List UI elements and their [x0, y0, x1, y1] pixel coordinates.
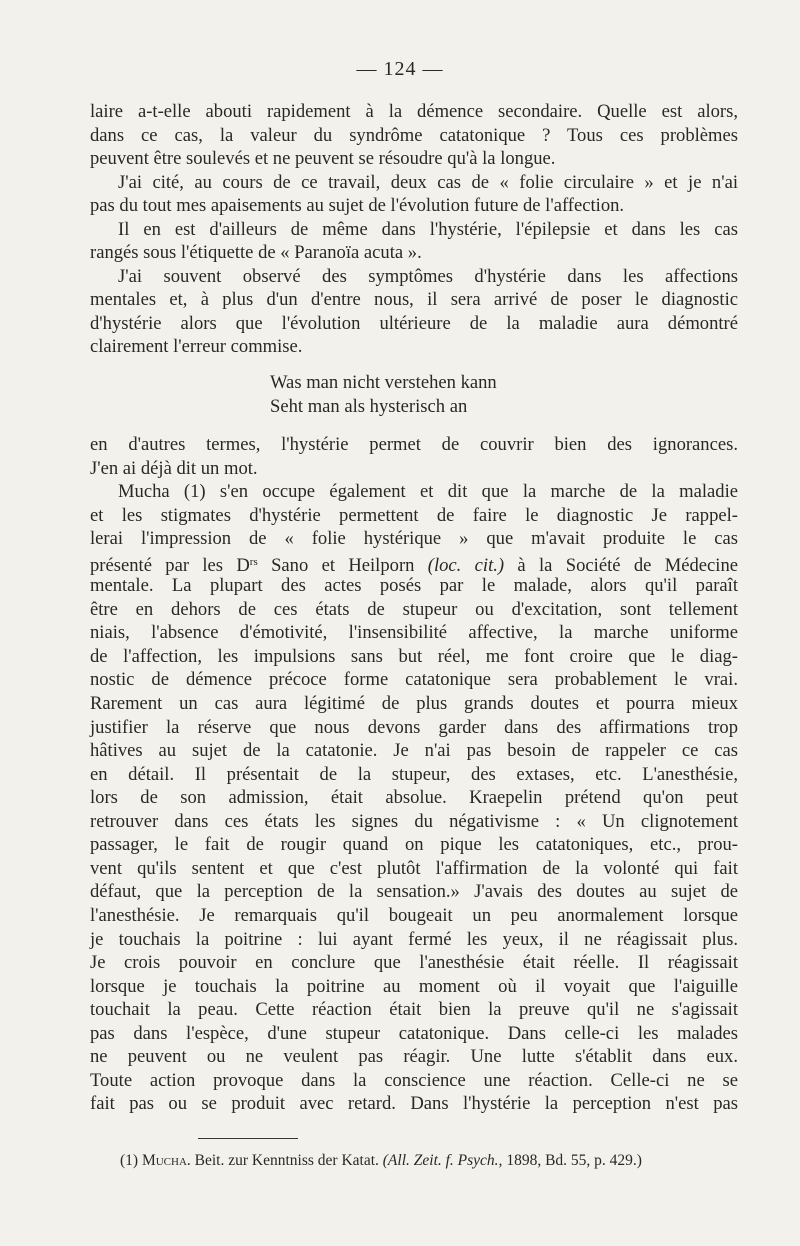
text-line: laire a-t-elle abouti rapidement à la démence secondaire. Quelle est alors,: [90, 101, 738, 122]
text-line: J'ai souvent observé des symptômes d'hystérie dans les affections: [118, 265, 738, 287]
text-line: en d'autres termes, l'hystérie permet de couvrir bien des ignorances.: [90, 434, 738, 456]
text-line: dans ce cas, la valeur du syndrôme catatonique ? Tous ces problèmes: [90, 124, 738, 146]
text-line: défaut, que la perception de la sensation.» J'avais des doutes au sujet de: [90, 881, 738, 903]
body-text: [90, 100, 738, 1116]
text-line: hâtives au sujet de la catatonie. Je n'ai pas besoin de rappeler ce cas: [90, 740, 738, 762]
footnote-author: Mucha.: [141, 1152, 191, 1169]
text-line: retrouver dans ces états les signes du négativisme : « Un clignotement: [90, 810, 738, 832]
text-line: Mucha (1) s'en occupe également et dit que la marche de la maladie: [118, 481, 738, 503]
text-line: justifier la réserve que nous devons garder dans des affirmations trop: [90, 716, 738, 738]
text-run: présenté par les D: [90, 554, 250, 576]
text-line: lors de son admission, était absolue. Kraepelin prétend qu'on peut: [90, 787, 738, 809]
text-line: Je crois pouvoir en conclure que l'anesthésie était réelle. Il réagissait: [90, 952, 738, 974]
text-line: pas dans l'espèce, d'une stupeur catatonique. Dans celle-ci les malades: [90, 1022, 738, 1044]
text-line: nostic de démence précoce forme catatonique sera probablement le vrai.: [90, 669, 738, 691]
text-line: lorsque je touchais la poitrine au moment où il voyait que l'aiguille: [90, 975, 738, 997]
text-line: l'anesthésie. Je remarquais qu'il bougeait un peu anormalement lorsque: [90, 904, 738, 926]
text-line: je touchais la poitrine : lui ayant fermé les yeux, il ne réagissait plus.: [90, 928, 738, 950]
footnote-journal: (All. Zeit. f. Psych.,: [382, 1152, 503, 1169]
text-line: en détail. Il présentait de la stupeur, des extases, etc. L'anesthésie,: [90, 763, 738, 785]
text-line: fait pas ou se produit avec retard. Dans l'hystérie la perception n'est pas: [90, 1093, 738, 1115]
text-line: Toute action provoque dans la conscience une réaction. Celle-ci ne se: [90, 1069, 738, 1091]
text-line: d'hystérie alors que l'évolution ultérieure de la maladie aura démontré: [90, 312, 738, 334]
text-line: clairement l'erreur commise.: [90, 336, 303, 358]
footnote-rest: 1898, Bd. 55, p. 429.): [502, 1152, 642, 1169]
verse-line: Was man nicht verstehen kann: [270, 372, 497, 394]
text-line-mixed: [90, 551, 738, 575]
text-line: J'ai cité, au cours de ce travail, deux cas de « folie circulaire » et je n'ai: [118, 171, 738, 193]
text-line: de l'affection, les impulsions sans but réel, me font croire que le diag-: [90, 645, 738, 667]
text-line: être en dehors de ces états de stupeur ou d'excitation, sont tellement: [90, 598, 738, 620]
text-line: vent qu'ils sentent et que c'est plutôt l'affirmation de la volonté qui fait: [90, 857, 738, 879]
footnote-divider: [198, 1138, 298, 1139]
superscript: rs: [249, 555, 258, 568]
text-line: touchait la peau. Cette réaction était bien la preuve qu'il ne s'agissait: [90, 999, 738, 1021]
text-line: rangés sous l'étiquette de « Paranoïa acuta ».: [90, 242, 422, 264]
text-line: ne peuvent ou ne veulent pas réagir. Une lutte s'établit dans eux.: [90, 1046, 738, 1068]
text-line: mentales et, à plus d'un d'entre nous, il sera arrivé de poser le diagnostic: [90, 289, 738, 311]
text-line: Rarement un cas aura légitimé de plus grands doutes et pourra mieux: [90, 693, 738, 715]
citation: (loc. cit.): [427, 554, 505, 576]
text-line: J'en ai déjà dit un mot.: [90, 457, 258, 479]
footnote-mark: (1): [120, 1152, 139, 1169]
text-line: peuvent être soulevés et ne peuvent se résoudre qu'à la longue.: [90, 148, 556, 170]
page-number: — 124 —: [356, 58, 444, 80]
text-line: passager, le fait de rougir quand on pique les catatoniques, etc., prou-: [90, 834, 738, 856]
text-line: Il en est d'ailleurs de même dans l'hystérie, l'épilepsie et dans les cas: [118, 218, 738, 240]
text-line: niais, l'absence d'émotivité, l'insensibilité affective, la marche uniforme: [90, 622, 738, 644]
text-line: mentale. La plupart des actes posés par le malade, alors qu'il paraît: [90, 575, 738, 597]
footnote: [120, 1152, 760, 1170]
text-line: lerai l'impression de « folie hystérique » que m'avait produite le cas: [90, 528, 738, 550]
text-line: pas du tout mes apaisements au sujet de l'évolution future de l'affection.: [90, 195, 625, 217]
footnote-text: Beit. zur Kenntniss der Katat.: [190, 1152, 383, 1169]
text-line: et les stigmates d'hystérie permettent de faire le diagnostic Je rappel-: [90, 504, 738, 526]
text-run: à la Société de Médecine: [504, 554, 739, 576]
verse-line: Seht man als hysterisch an: [270, 396, 468, 418]
text-run: Sano et Heilporn: [257, 554, 428, 576]
